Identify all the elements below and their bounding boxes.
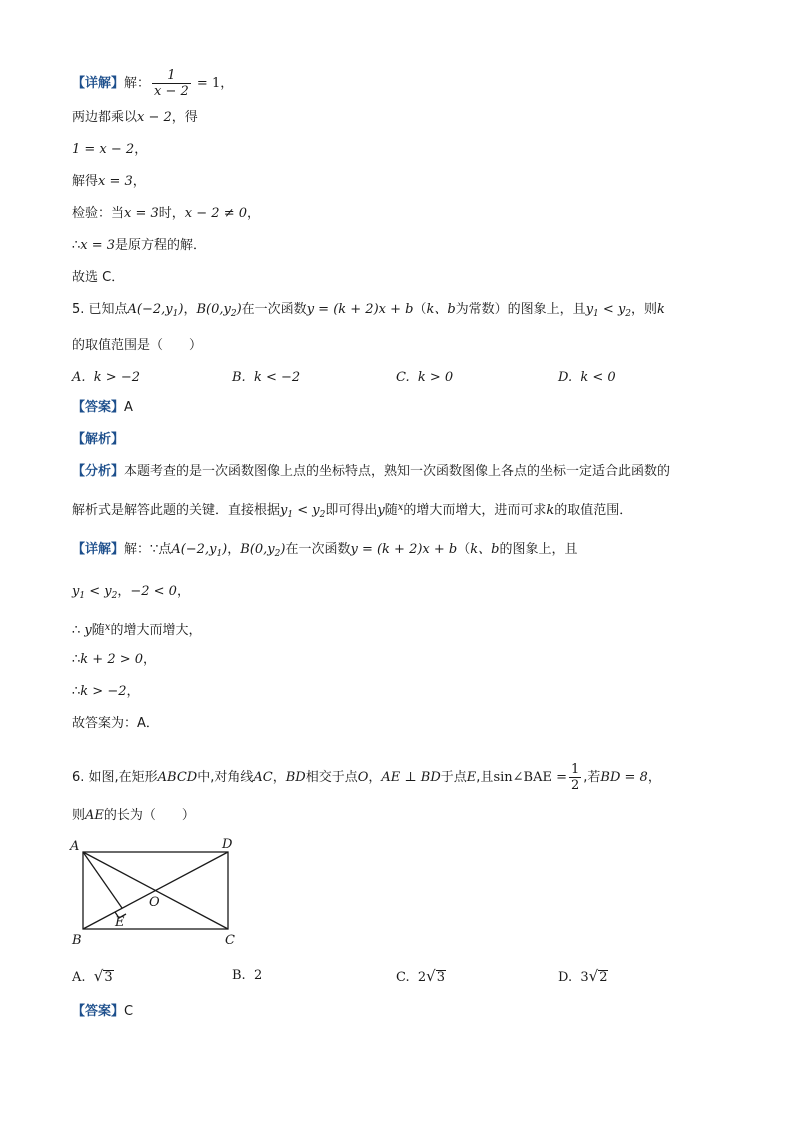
q5-detail-line-6: 故答案为：A． bbox=[72, 716, 159, 731]
detail-tag: 【详解】 bbox=[72, 76, 125, 91]
q5-detail-line-2: $y_1 < y_2$，−2 < 0， bbox=[72, 584, 190, 601]
question-5-line-1: 5. 已知点$A(-2,y_1)$，$B(0,y_2)$在一次函数y = (k + 2)x + b（k、b为常数）的图象上，且$y_1 < y_2$，则k bbox=[72, 302, 665, 319]
q6-option-b: B. 2 bbox=[232, 968, 263, 983]
q5-answer: 【答案】A bbox=[72, 400, 133, 415]
q6-option-a: A. √3 bbox=[72, 967, 113, 985]
q5-option-c: C. k > 0 bbox=[396, 370, 454, 385]
solution-line-4: 解得x = 3， bbox=[72, 174, 146, 189]
q5-analysis-tag: 【解析】 bbox=[72, 432, 125, 447]
label-c: C bbox=[225, 933, 235, 948]
q5-analysis-line-1: 【分析】本题考查的是一次函数图像上点的坐标特点，熟知一次函数图像上各点的坐标一定适合此函数的 bbox=[72, 464, 671, 479]
solution-line-6: ∴x = 3是原方程的解． bbox=[72, 238, 207, 253]
q5-detail-line-1: 【详解】解：∵点$A(-2,y_1)$，$B(0,y_2)$在一次函数y = (k + 2)x + b（k、b的图象上，且 bbox=[72, 542, 578, 559]
q6-answer: 【答案】C bbox=[72, 1004, 134, 1019]
q5-option-d: D. k < 0 bbox=[558, 370, 616, 385]
answer-tag: 【答案】 bbox=[72, 400, 125, 415]
question-5-line-2: 的取值范围是（ ） bbox=[72, 338, 203, 353]
q5-detail-line-4: ∴k + 2 > 0， bbox=[72, 652, 157, 667]
fraction: $\frac{1}{x - 2}$ bbox=[154, 68, 189, 99]
q5-option-b: B. k < −2 bbox=[232, 370, 301, 385]
solution-line-2: 两边都乘以x − 2，得 bbox=[72, 110, 198, 125]
q5-detail-line-5: ∴k > −2， bbox=[72, 684, 140, 699]
q5-analysis-line-2: 解析式是解答此题的关键．直接根据$y_1 < y_2$即可得出y随$^x$的增大而增大，进而可求k的取值范围． bbox=[72, 502, 633, 520]
q6-option-c: C. 2√3 bbox=[396, 967, 446, 985]
question-6-line-1: 6. 如图,在矩形ABCD中,对角线AC，BD相交于点O，AE ⊥ BD于点E,且sin∠BAE = $\frac{1}{2}$ ,若BD = 8， bbox=[72, 762, 661, 793]
label-o: O bbox=[149, 895, 160, 910]
answer-tag: 【答案】 bbox=[72, 1004, 125, 1019]
solution-line-3: 1 = x − 2， bbox=[72, 142, 148, 157]
solution-line-5: 检验：当x = 3时，x − 2 ≠ 0， bbox=[72, 206, 261, 221]
q5-option-a: A. k > −2 bbox=[72, 370, 140, 385]
solution-line-1: 【详解】解： $\frac{1}{x - 2}$ = 1， bbox=[72, 68, 234, 99]
solution-line-7: 故选 C． bbox=[72, 270, 125, 285]
rectangle-diagram bbox=[66, 834, 256, 952]
fraction-one-half: $\frac{1}{2}$ bbox=[571, 762, 580, 793]
question-6-line-2: 则AE的长为（ ） bbox=[72, 808, 195, 823]
label-a: A bbox=[70, 839, 80, 854]
q6-option-d: D. 3√2 bbox=[558, 967, 608, 985]
segment-ae bbox=[83, 852, 122, 908]
label-e: E bbox=[115, 915, 125, 930]
q5-detail-line-3: ∴ y随$^x$的增大而增大， bbox=[72, 622, 202, 638]
label-d: D bbox=[222, 837, 233, 852]
label-b: B bbox=[72, 933, 82, 948]
